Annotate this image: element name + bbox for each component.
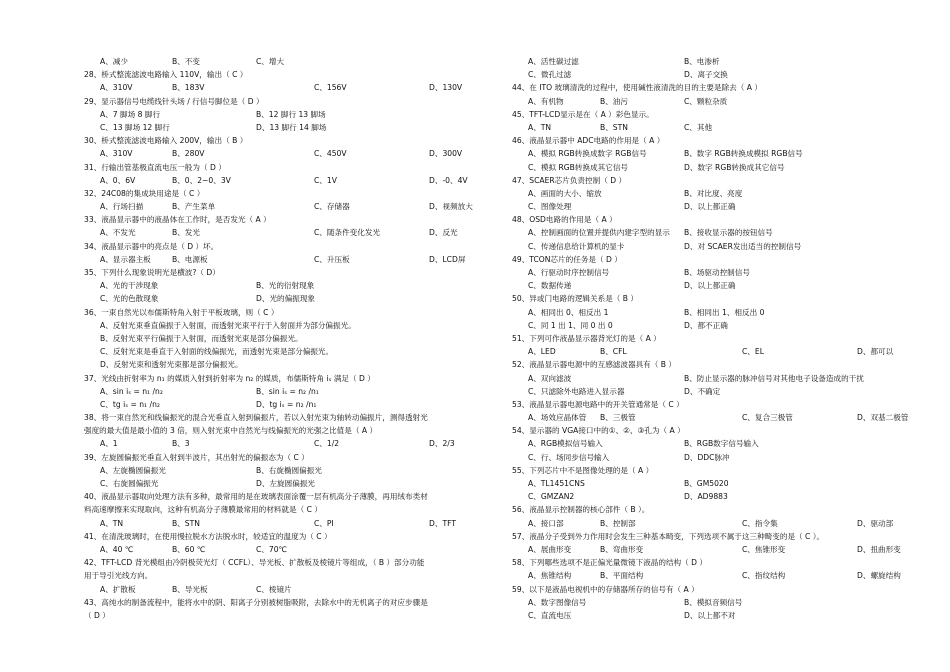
answer-option: B、电渗析 [684,57,720,66]
answer-option: B、模拟音频信号 [684,597,743,607]
answer-option: C、传递信息给计算机的显卡 [528,241,625,251]
question-text: 57、液晶分子受到外力作用时会发生三种基本畸变，下列选项不属于这三种畸变的是（ C ）。 [512,531,825,541]
answer-option: D、130V [429,83,463,93]
answer-option: A、模拟 RGB转换成数字 RGB信号 [528,149,647,159]
answer-option: B、对比度、亮度 [684,188,743,198]
right-line [512,451,912,464]
answer-option: B、反射光束平行偏振于入射面，而透射光束是部分偏振光。 [100,333,303,343]
answer-option: B、RGB数字信号输入 [684,439,759,449]
left-line [84,55,484,68]
left-line [84,187,484,200]
answer-option: C、棱镜片 [256,584,292,594]
answer-option: C、13 脚场 12 脚行 [100,122,170,132]
question-text: 54、显示器的 VGA接口中的①、②、③孔为（ A ） [512,426,685,436]
left-line [84,503,484,516]
answer-option: C、复合三极管 [742,413,793,423]
answer-option: A、TN [528,122,552,132]
left-line [84,174,484,187]
answer-option: D、300V [429,149,463,159]
right-line [512,517,912,530]
right-line [512,55,912,68]
answer-option: C、随条件变化发光 [314,228,381,238]
right-line [512,226,912,239]
answer-option: A、有机物 [528,96,564,106]
right-line [512,345,912,358]
left-line [84,490,484,503]
question-text: 55、下列芯片中不是图像处理的是（ A ） [512,465,654,475]
right-line [512,147,912,160]
answer-option: C、微孔过滤 [528,70,572,80]
right-line [512,187,912,200]
answer-option: D、都可以 [857,347,894,357]
right-line [512,161,912,174]
left-line [84,385,484,398]
question-text: 58、下列哪些选项不是正偏光量微镜下液晶的结构（ D ） [512,558,707,568]
question-text: （ D ） [84,610,110,620]
answer-option: B、280V [172,149,205,159]
answer-option: A、扩散板 [100,584,136,594]
answer-option: C、增大 [256,57,285,66]
left-line [84,609,484,622]
answer-option: C、颗粒杂质 [684,96,728,106]
answer-option: C、其他 [684,122,713,132]
right-line [512,437,912,450]
question-text: 30、桥式整流滤波电路输入 200V，输出（ B ） [84,136,248,146]
answer-option: D、螺旋结构 [857,571,901,581]
right-line [512,372,912,385]
answer-option: A、活性碳过滤 [528,57,579,66]
answer-option: B、三极管 [600,413,636,423]
right-line [512,609,912,622]
answer-option: A、40 ℃ [100,544,134,554]
answer-option: A、TN [100,518,124,528]
right-line [512,200,912,213]
answer-option: B、12 脚行 13 脚场 [256,109,326,119]
question-text: 28、桥式整流滤波电路输入 110V，输出（ C ） [84,70,248,80]
question-text: 44、在 ITO 玻璃清洗的过程中，使用碱性液清洗的目的主要是除去（ A ） [512,83,762,93]
left-line [84,464,484,477]
answer-option: B、接收显示器的按钮信号 [684,228,773,238]
answer-option: D、-0、4V [429,175,468,185]
answer-option: A、控制画面的位置并提供内建字型的显示 [528,228,670,238]
answer-option: D、以上都正确 [684,202,736,212]
answer-option: C、数据传递 [528,281,572,291]
question-text: 49、TCON芯片的任务是（ D ） [512,254,622,264]
question-text: 45、TFT-LCD显示是在（ A ）彩色显示。 [512,109,654,119]
question-text: 36、一束自然光以布儒斯特角入射于平板玻璃，则（ C ） [84,307,279,317]
answer-option: A、接口部 [528,518,564,528]
answer-option: B、产生菜单 [172,202,216,212]
right-line [512,332,912,345]
question-text: 35、下列什么现象说明光是横波?（ D） [84,268,220,277]
answer-option: B、发光 [172,228,200,238]
left-line [84,477,484,490]
question-text: 50、异或门电路的逻辑关系是（ B ） [512,294,639,304]
answer-option: B、控制部 [600,518,636,528]
answer-option: A、TL1451CNS [528,479,585,488]
answer-option: C、EL [742,347,764,357]
answer-option: C、反射光束是垂直于入射面的线偏振光，而透射光束是部分偏振光。 [100,347,334,357]
question-text: 强度的最大值是最小值的 3 倍，则入射光束中自然光与线偏振光的光强之比值是（ A ） [84,426,378,436]
right-line [512,174,912,187]
left-line [84,200,484,213]
answer-option: A、减少 [100,57,128,66]
answer-option: B、GM5020 [684,479,729,488]
left-line [84,424,484,437]
answer-option: B、弯曲形变 [600,544,644,554]
question-text: 52、液晶显示器电源中的互感滤波器具有（ B ） [512,360,676,370]
answer-option: D、光的偏振现象 [256,294,316,304]
right-line [512,385,912,398]
answer-option: C、指纹结构 [742,571,786,581]
answer-option: C、焦锥形变 [742,544,786,554]
answer-option: D、双基二极管 [857,413,909,423]
answer-option: A、310V [100,83,133,93]
answer-option: D、2/3 [429,439,455,449]
answer-option: D、左旋圆偏振光 [256,479,316,488]
answer-option: D、都不正确 [684,320,728,330]
left-line [84,266,484,279]
answer-option: A、光的干涉现象 [100,281,159,291]
right-line [512,583,912,596]
left-line [84,319,484,332]
answer-option: C、1V [314,175,337,185]
answer-option: B、STN [172,518,200,528]
left-line [84,332,484,345]
answer-option: C、PI [314,518,334,528]
question-text: 29、显示器信号电缆线针头场 / 行信号脚位是（ D ） [84,96,264,106]
answer-option: D、视频放大 [429,202,473,212]
question-text: 46、液晶显示器中 ADC电路的作用是（ A ） [512,136,665,146]
right-line [512,306,912,319]
answer-option: A、画面的大小、缩放 [528,188,602,198]
question-text: 39、左旋圆偏振光垂直入射到半波片，其出射光的偏振态为（ C ） [84,452,309,462]
left-line [84,398,484,411]
left-line [84,213,484,226]
answer-option: B、数字 RGB转换成模拟 RGB信号 [684,149,803,159]
answer-option: B、相同出 1、相反出 0 [684,307,765,317]
answer-option: B、平面结构 [600,571,644,581]
right-line [512,477,912,490]
left-line [84,451,484,464]
left-line [84,161,484,174]
answer-option: C、指令集 [742,518,778,528]
answer-option: C、tg iₛ = n₁ /n₂ [100,399,160,409]
left-line [84,569,484,582]
answer-option: C、右旋圆偏振光 [100,479,159,488]
left-line [84,108,484,121]
left-line [84,81,484,94]
right-line [512,596,912,609]
left-line [84,596,484,609]
answer-option: C、只滤除外电路进入显示器 [528,386,625,396]
answer-option: A、相同出 0、相反出 1 [528,307,609,317]
answer-option: A、显示器主板 [100,254,151,264]
answer-option: D、以上都正确 [684,281,736,291]
right-line [512,68,912,81]
right-line [512,292,912,305]
right-line [512,81,912,94]
answer-option: D、13 脚行 14 脚场 [256,122,327,132]
right-line [512,490,912,503]
answer-option: A、展曲形变 [528,544,572,554]
answer-option: A、行驱动时序控制信号 [528,268,610,277]
answer-option: B、不变 [172,57,200,66]
left-line [84,95,484,108]
answer-option: D、反光 [429,228,458,238]
left-line [84,517,484,530]
answer-option: B、右旋椭圆偏振光 [256,465,322,475]
answer-option: C、1/2 [314,439,340,449]
right-line [512,556,912,569]
left-line [84,543,484,556]
right-line [512,134,912,147]
right-line [512,279,912,292]
answer-option: C、图像处理 [528,202,572,212]
answer-option: B、STN [600,122,628,132]
answer-option: C、70℃ [256,544,288,554]
question-text: 38、将一束自然光和线偏振光的混合光垂直入射到偏振片，若以入射光束为轴转动偏振片，测得透射光 [84,413,428,423]
right-line [512,213,912,226]
answer-option: D、tg iₛ = n₂ /n₁ [256,399,317,409]
answer-option: C、行、场同步信号输入 [528,452,610,462]
answer-option: A、RGB模拟信号输入 [528,439,603,449]
question-text: 34、液晶显示器中的亮点是（ D ）坏。 [84,241,219,251]
answer-option: C、直流电压 [528,610,572,620]
answer-option: B、油污 [600,96,628,106]
answer-option: B、防止显示器的脉冲信号对其他电子设备造成的干扰 [684,373,864,383]
question-text: 42、TFT-LCD 背光模组由冷阴极荧光灯（ CCFL）、导光板、扩散板及棱镜片等组成，（ B ）部分功能 [84,558,425,568]
question-text: 料高速摩擦来实现取向，这种有机高分子薄膜最常用的材料就是（ C ） [84,505,322,515]
answer-option: A、左旋椭圆偏振光 [100,465,166,475]
right-line [512,411,912,424]
answer-option: D、数字 RGB转换成其它信号 [684,162,785,172]
answer-option: C、升压板 [314,254,350,264]
answer-option: A、行场扫描 [100,202,144,212]
answer-option: B、CFL [600,347,627,357]
answer-option: B、光的衍射现象 [256,281,315,291]
answer-option: D、不确定 [684,386,721,396]
question-text: 33、液晶显示器中的液晶体在工作时，是否发光（ A ） [84,215,271,225]
left-line [84,556,484,569]
answer-option: A、数字图像信号 [528,597,587,607]
question-text: 48、OSD电路的作用是（ A ） [512,215,617,225]
answer-option: C、存储器 [314,202,350,212]
question-text: 37、光线由折射率为 n₁ 的媒质入射到折射率为 n₂ 的媒质，布儒斯特角 iₛ 满足（ D ） [84,373,375,383]
left-line [84,437,484,450]
answer-option: A、反射光束垂直偏振于入射面，而透射光束平行于入射面并为部分偏振光。 [100,320,356,330]
answer-option: A、双向滤波 [528,373,572,383]
left-line [84,530,484,543]
answer-option: A、7 脚场 8 脚行 [100,109,161,119]
question-text: 31、行输出管基极直流电压一般为（ D ） [84,162,226,172]
answer-option: C、同 1 出 1、同 0 出 0 [528,320,613,330]
question-text: 56、液晶显示控制器的核心部件（ B ）。 [512,505,650,515]
right-line [512,424,912,437]
left-line [84,134,484,147]
right-line [512,530,912,543]
right-line [512,240,912,253]
answer-option: D、以上都不对 [684,610,736,620]
question-text: 53、液晶显示器电源电路中的开关管通常是（ C ） [512,399,684,409]
right-line [512,358,912,371]
question-text: 32、24C08的集成块用途是（ C ） [84,188,205,198]
answer-option: D、TFT [429,518,456,528]
left-line [84,583,484,596]
answer-option: D、对 SCAER发出适当的控制信号 [684,241,802,251]
left-line [84,372,484,385]
answer-option: A、1 [100,439,118,449]
left-line [84,358,484,371]
right-line [512,503,912,516]
answer-option: D、LCD屏 [429,254,466,264]
left-line [84,253,484,266]
question-text: 43、高纯水的制备流程中，能将水中的阴、阳离子分别被树脂吸附，去除水中的无机离子的对应步骤是 [84,597,428,607]
right-line [512,543,912,556]
answer-option: A、不发光 [100,228,136,238]
answer-option: A、0、6V [100,175,136,185]
answer-option: B、60 ℃ [172,544,206,554]
left-line [84,121,484,134]
left-column [84,55,484,622]
left-line [84,292,484,305]
right-line [512,95,912,108]
answer-option: B、0、2~0、3V [172,175,231,185]
right-line [512,121,912,134]
left-line [84,411,484,424]
answer-option: A、焦锥结构 [528,571,572,581]
answer-option: A、sin iₛ = n₁ /n₂ [100,386,163,396]
answer-option: B、电源板 [172,254,208,264]
answer-option: C、光的色散现象 [100,294,159,304]
right-line [512,319,912,332]
answer-option: D、扭曲形变 [857,544,901,554]
answer-option: D、驱动部 [857,518,894,528]
right-line [512,464,912,477]
answer-option: C、模拟 RGB转换成其它信号 [528,162,629,172]
question-text: 41、在清洗玻璃时，在使用慢拉脱水方法脱水时，较适宜的温度为（ C ） [84,531,332,541]
question-text: 59、以下是液晶电视机中的存储器所存的信号有（ A ） [512,584,699,594]
question-text: 40、液晶显示器取向处理方法有多种，最常用的是在玻璃表面涂覆一层有机高分子薄膜，再用绒布类材 [84,492,428,502]
answer-option: B、183V [172,83,205,93]
right-line [512,266,912,279]
answer-option: A、LED [528,347,556,357]
left-line [84,147,484,160]
answer-option: D、DDC脉冲 [684,452,730,462]
left-line [84,240,484,253]
answer-option: B、场驱动控制信号 [684,268,750,277]
answer-option: B、导光板 [172,584,208,594]
right-line [512,108,912,121]
question-text: 47、SCAER芯片负责控制（ D ） [512,175,627,185]
left-line [84,279,484,292]
right-line [512,253,912,266]
answer-option: A、310V [100,149,133,159]
left-line [84,345,484,358]
answer-option: A、场效应晶体管 [528,413,587,423]
answer-option: C、450V [314,149,347,159]
answer-option: D、反射光束和透射光束都是部分偏振光。 [100,360,243,370]
right-column [512,55,912,622]
answer-option: B、3 [172,439,190,449]
answer-option: D、离子交换 [684,70,728,80]
left-line [84,306,484,319]
question-text: 51、下列可作液晶显示器背光灯的是（ A ） [512,333,661,343]
right-line [512,569,912,582]
answer-option: B、sin iₛ = n₂ /n₁ [256,386,319,396]
left-line [84,226,484,239]
answer-option: D、AD9883 [684,492,728,502]
answer-option: C、156V [314,83,347,93]
answer-option: C、GMZAN2 [528,492,575,502]
question-text: 用于导引光线方向。 [84,571,153,581]
left-line [84,68,484,81]
right-line [512,398,912,411]
